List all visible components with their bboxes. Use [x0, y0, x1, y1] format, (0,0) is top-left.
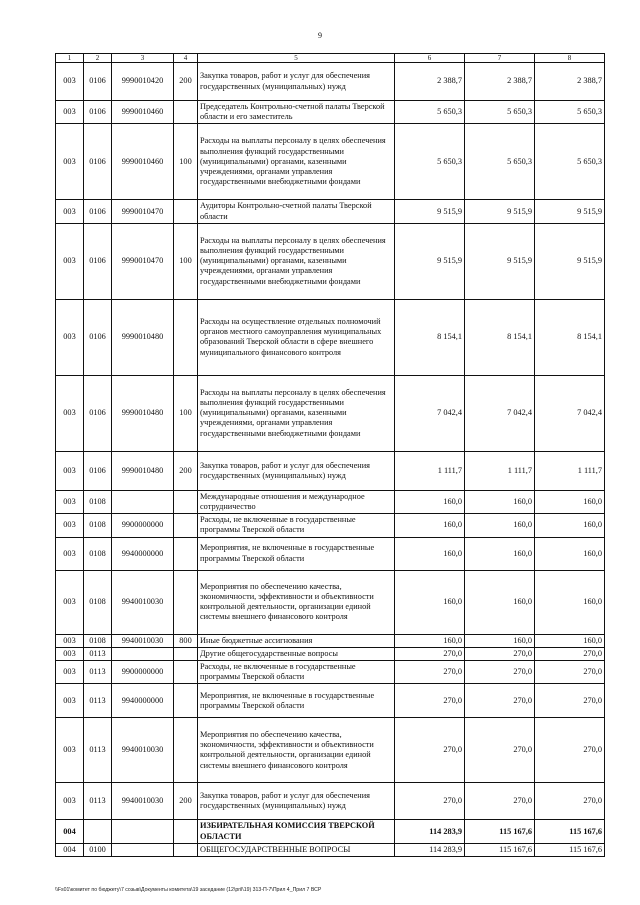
- amount-year2-cell: 160,0: [465, 537, 535, 570]
- budget-table: [55, 53, 605, 857]
- target-article-cell: 9990010480: [112, 451, 174, 490]
- amount-year1-cell: 160,0: [395, 570, 465, 634]
- amount-year1-cell: 5 650,3: [395, 101, 465, 124]
- amount-year2-cell: 160,0: [465, 490, 535, 513]
- column-number: 5: [198, 54, 395, 63]
- razdel-code-cell: 003: [56, 63, 84, 101]
- amount-year2-cell: 160,0: [465, 570, 535, 634]
- target-article-cell: 9940010030: [112, 634, 174, 647]
- amount-year3-cell: 2 388,7: [535, 63, 605, 101]
- item-name-cell: Мероприятия по обеспечению качества, экономичности, эффективности и объективности контрольной деятельности, организации единой системы внешнего финансового контроля: [198, 570, 395, 634]
- table-row: [56, 490, 605, 513]
- target-article-cell: 9990010480: [112, 299, 174, 375]
- table-row: [56, 375, 605, 451]
- amount-year1-cell: 270,0: [395, 661, 465, 684]
- amount-year1-cell: 8 154,1: [395, 299, 465, 375]
- target-article-cell: [112, 647, 174, 660]
- subsection-code-cell: 0106: [84, 299, 112, 375]
- amount-year1-cell: 270,0: [395, 647, 465, 660]
- item-name-cell: Расходы на выплаты персоналу в целях обеспечения выполнения функций государственными (муниципальными) органами, казенными учреждениями, органами управления государственными внебюджетными фондами: [198, 375, 395, 451]
- amount-year1-cell: 270,0: [395, 783, 465, 820]
- item-name-cell: Расходы, не включенные в государственные программы Тверской области: [198, 661, 395, 684]
- amount-year2-cell: 5 650,3: [465, 101, 535, 124]
- subsection-code-cell: 0106: [84, 375, 112, 451]
- razdel-code-cell: 003: [56, 514, 84, 537]
- razdel-code-cell: 003: [56, 661, 84, 684]
- amount-year2-cell: 270,0: [465, 647, 535, 660]
- expense-type-cell: [174, 200, 198, 223]
- footer-file-path: \\Fs01\комитет по бюджету\7 созыв\Документы комитета\19 заседание (12\pril\19) 313-П-7\Прил 4_Прил 7 ВСР: [55, 887, 322, 893]
- table-row: [56, 684, 605, 718]
- subsection-code-cell: 0108: [84, 537, 112, 570]
- razdel-code-cell: 004: [56, 843, 84, 856]
- amount-year1-cell: 270,0: [395, 718, 465, 783]
- subsection-code-cell: 0108: [84, 634, 112, 647]
- item-name-cell: Мероприятия, не включенные в государственные программы Тверской области: [198, 684, 395, 718]
- expense-type-cell: 200: [174, 451, 198, 490]
- amount-year2-cell: 9 515,9: [465, 223, 535, 299]
- item-name-cell: Закупка товаров, работ и услуг для обеспечения государственных (муниципальных) нужд: [198, 63, 395, 101]
- target-article-cell: [112, 820, 174, 843]
- table-row: [56, 200, 605, 223]
- column-number: 6: [395, 54, 465, 63]
- target-article-cell: 9990010470: [112, 200, 174, 223]
- target-article-cell: 9990010480: [112, 375, 174, 451]
- table-row: [56, 783, 605, 820]
- table-row: [56, 634, 605, 647]
- item-name-cell: Расходы, не включенные в государственные программы Тверской области: [198, 514, 395, 537]
- target-article-cell: [112, 843, 174, 856]
- column-number: 3: [112, 54, 174, 63]
- amount-year2-cell: 7 042,4: [465, 375, 535, 451]
- expense-type-cell: [174, 490, 198, 513]
- razdel-code-cell: 003: [56, 124, 84, 200]
- table-row: [56, 843, 605, 856]
- subsection-code-cell: 0113: [84, 718, 112, 783]
- column-number-row: [56, 54, 605, 63]
- column-number: 1: [56, 54, 84, 63]
- table-row: [56, 63, 605, 101]
- table-body: [56, 63, 605, 857]
- table-row: [56, 570, 605, 634]
- target-article-cell: 9990010420: [112, 63, 174, 101]
- amount-year2-cell: 160,0: [465, 634, 535, 647]
- item-name-cell: Другие общегосударственные вопросы: [198, 647, 395, 660]
- amount-year3-cell: 5 650,3: [535, 124, 605, 200]
- table-row: [56, 661, 605, 684]
- razdel-code-cell: 003: [56, 783, 84, 820]
- amount-year1-cell: 9 515,9: [395, 200, 465, 223]
- item-name-cell: Аудиторы Контрольно-счетной палаты Тверской области: [198, 200, 395, 223]
- amount-year2-cell: 115 167,6: [465, 820, 535, 843]
- table-row: [56, 124, 605, 200]
- item-name-cell: Закупка товаров, работ и услуг для обеспечения государственных (муниципальных) нужд: [198, 783, 395, 820]
- amount-year3-cell: 270,0: [535, 684, 605, 718]
- expense-type-cell: [174, 718, 198, 783]
- target-article-cell: 9940010030: [112, 570, 174, 634]
- expense-type-cell: [174, 843, 198, 856]
- amount-year2-cell: 5 650,3: [465, 124, 535, 200]
- table-row: [56, 299, 605, 375]
- table-row: [56, 451, 605, 490]
- subsection-code-cell: 0108: [84, 570, 112, 634]
- item-name-cell: Расходы на осуществление отдельных полномочий органов местного самоуправления муниципальных образований Тверской области в сфере внешнего муниципального финансового контроля: [198, 299, 395, 375]
- expense-type-cell: 200: [174, 63, 198, 101]
- amount-year3-cell: 160,0: [535, 490, 605, 513]
- expense-type-cell: 200: [174, 783, 198, 820]
- amount-year2-cell: 1 111,7: [465, 451, 535, 490]
- subsection-code-cell: 0113: [84, 783, 112, 820]
- table-row: [56, 514, 605, 537]
- table-row: [56, 223, 605, 299]
- subsection-code-cell: 0108: [84, 514, 112, 537]
- item-name-cell: Международные отношения и международное сотрудничество: [198, 490, 395, 513]
- amount-year3-cell: 5 650,3: [535, 101, 605, 124]
- item-name-cell: ОБЩЕГОСУДАРСТВЕННЫЕ ВОПРОСЫ: [198, 843, 395, 856]
- subsection-code-cell: 0106: [84, 63, 112, 101]
- amount-year2-cell: 115 167,6: [465, 843, 535, 856]
- amount-year2-cell: 270,0: [465, 684, 535, 718]
- target-article-cell: 9900000000: [112, 514, 174, 537]
- table-row: [56, 101, 605, 124]
- target-article-cell: 9900000000: [112, 661, 174, 684]
- expense-type-cell: [174, 647, 198, 660]
- amount-year3-cell: 9 515,9: [535, 200, 605, 223]
- expense-type-cell: [174, 661, 198, 684]
- subsection-code-cell: 0100: [84, 843, 112, 856]
- expense-type-cell: 100: [174, 223, 198, 299]
- column-number: 2: [84, 54, 112, 63]
- razdel-code-cell: 003: [56, 684, 84, 718]
- target-article-cell: 9990010470: [112, 223, 174, 299]
- amount-year3-cell: 160,0: [535, 514, 605, 537]
- razdel-code-cell: 003: [56, 570, 84, 634]
- razdel-code-cell: 003: [56, 537, 84, 570]
- amount-year3-cell: 160,0: [535, 537, 605, 570]
- target-article-cell: 9940000000: [112, 537, 174, 570]
- amount-year1-cell: 270,0: [395, 684, 465, 718]
- amount-year3-cell: 270,0: [535, 661, 605, 684]
- razdel-code-cell: 003: [56, 299, 84, 375]
- razdel-code-cell: 003: [56, 223, 84, 299]
- amount-year1-cell: 9 515,9: [395, 223, 465, 299]
- amount-year1-cell: 7 042,4: [395, 375, 465, 451]
- razdel-code-cell: 003: [56, 647, 84, 660]
- amount-year1-cell: 114 283,9: [395, 843, 465, 856]
- subsection-code-cell: 0113: [84, 647, 112, 660]
- item-name-cell: Закупка товаров, работ и услуг для обеспечения государственных (муниципальных) нужд: [198, 451, 395, 490]
- amount-year3-cell: 1 111,7: [535, 451, 605, 490]
- table-row: [56, 537, 605, 570]
- target-article-cell: 9990010460: [112, 124, 174, 200]
- subsection-code-cell: 0106: [84, 223, 112, 299]
- amount-year2-cell: 160,0: [465, 514, 535, 537]
- subsection-code-cell: 0106: [84, 124, 112, 200]
- amount-year1-cell: 114 283,9: [395, 820, 465, 843]
- amount-year2-cell: 2 388,7: [465, 63, 535, 101]
- expense-type-cell: [174, 514, 198, 537]
- amount-year1-cell: 1 111,7: [395, 451, 465, 490]
- table-row: [56, 820, 605, 843]
- amount-year1-cell: 2 388,7: [395, 63, 465, 101]
- amount-year2-cell: 8 154,1: [465, 299, 535, 375]
- razdel-code-cell: 003: [56, 490, 84, 513]
- amount-year3-cell: 160,0: [535, 570, 605, 634]
- item-name-cell: Мероприятия по обеспечению качества, экономичности, эффективности и объективности контрольной деятельности, организации единой системы внешнего финансового контроля: [198, 718, 395, 783]
- razdel-code-cell: 003: [56, 200, 84, 223]
- expense-type-cell: 100: [174, 375, 198, 451]
- target-article-cell: 9940010030: [112, 718, 174, 783]
- razdel-code-cell: 003: [56, 375, 84, 451]
- razdel-code-cell: 004: [56, 820, 84, 843]
- expense-type-cell: 100: [174, 124, 198, 200]
- table-row: [56, 718, 605, 783]
- amount-year1-cell: 160,0: [395, 634, 465, 647]
- subsection-code-cell: 0113: [84, 661, 112, 684]
- amount-year3-cell: 115 167,6: [535, 820, 605, 843]
- amount-year1-cell: 5 650,3: [395, 124, 465, 200]
- item-name-cell: Председатель Контрольно-счетной палаты Тверской области и его заместитель: [198, 101, 395, 124]
- subsection-code-cell: 0106: [84, 451, 112, 490]
- amount-year3-cell: 270,0: [535, 718, 605, 783]
- expense-type-cell: [174, 684, 198, 718]
- subsection-code-cell: 0108: [84, 490, 112, 513]
- item-name-cell: ИЗБИРАТЕЛЬНАЯ КОМИССИЯ ТВЕРСКОЙ ОБЛАСТИ: [198, 820, 395, 843]
- column-number: 8: [535, 54, 605, 63]
- amount-year3-cell: 115 167,6: [535, 843, 605, 856]
- amount-year2-cell: 270,0: [465, 718, 535, 783]
- expense-type-cell: [174, 299, 198, 375]
- expense-type-cell: [174, 537, 198, 570]
- item-name-cell: Расходы на выплаты персоналу в целях обеспечения выполнения функций государственными (муниципальными) органами, казенными учреждениями, органами управления государственными внебюджетными фондами: [198, 223, 395, 299]
- amount-year1-cell: 160,0: [395, 490, 465, 513]
- target-article-cell: 9990010460: [112, 101, 174, 124]
- subsection-code-cell: 0113: [84, 684, 112, 718]
- page-number: 9: [318, 31, 322, 40]
- razdel-code-cell: 003: [56, 101, 84, 124]
- amount-year3-cell: 8 154,1: [535, 299, 605, 375]
- subsection-code-cell: [84, 820, 112, 843]
- item-name-cell: Мероприятия, не включенные в государственные программы Тверской области: [198, 537, 395, 570]
- amount-year2-cell: 270,0: [465, 783, 535, 820]
- razdel-code-cell: 003: [56, 451, 84, 490]
- table-row: [56, 647, 605, 660]
- amount-year3-cell: 9 515,9: [535, 223, 605, 299]
- amount-year3-cell: 270,0: [535, 647, 605, 660]
- expense-type-cell: [174, 101, 198, 124]
- amount-year3-cell: 160,0: [535, 634, 605, 647]
- target-article-cell: 9940000000: [112, 684, 174, 718]
- amount-year2-cell: 9 515,9: [465, 200, 535, 223]
- target-article-cell: [112, 490, 174, 513]
- amount-year3-cell: 7 042,4: [535, 375, 605, 451]
- column-number: 4: [174, 54, 198, 63]
- column-number: 7: [465, 54, 535, 63]
- amount-year1-cell: 160,0: [395, 514, 465, 537]
- amount-year3-cell: 270,0: [535, 783, 605, 820]
- amount-year2-cell: 270,0: [465, 661, 535, 684]
- expense-type-cell: [174, 570, 198, 634]
- amount-year1-cell: 160,0: [395, 537, 465, 570]
- subsection-code-cell: 0106: [84, 200, 112, 223]
- razdel-code-cell: 003: [56, 718, 84, 783]
- subsection-code-cell: 0106: [84, 101, 112, 124]
- razdel-code-cell: 003: [56, 634, 84, 647]
- item-name-cell: Расходы на выплаты персоналу в целях обеспечения выполнения функций государственными (муниципальными) органами, казенными учреждениями, органами управления государственными внебюджетными фондами: [198, 124, 395, 200]
- item-name-cell: Иные бюджетные ассигнования: [198, 634, 395, 647]
- expense-type-cell: 800: [174, 634, 198, 647]
- target-article-cell: 9940010030: [112, 783, 174, 820]
- expense-type-cell: [174, 820, 198, 843]
